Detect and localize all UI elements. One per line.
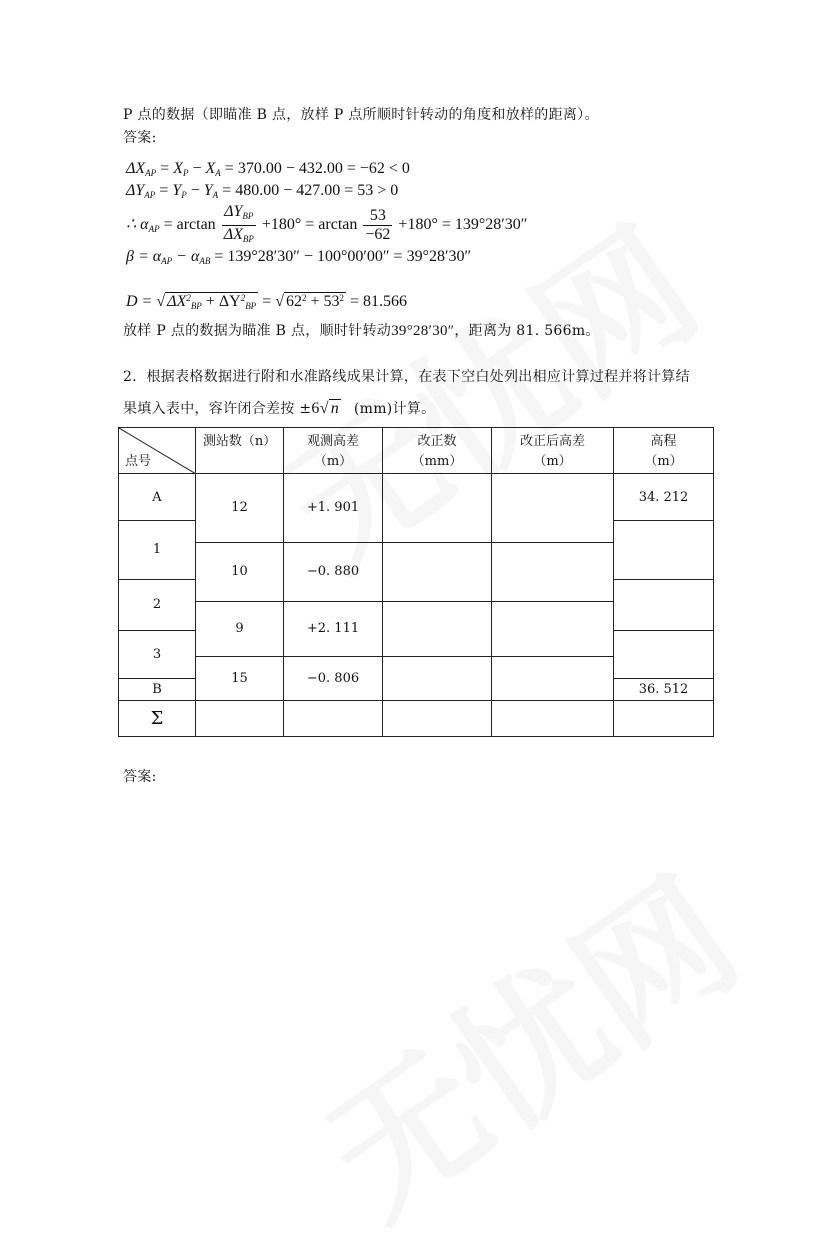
sum-row — [119, 701, 714, 737]
sum-correction — [383, 701, 492, 737]
correction-cell — [383, 474, 492, 543]
stations-cell: 15 — [196, 656, 284, 701]
intro-text: P 点的数据（即瞄准 B 点，放样 P 点所顺时针转动的角度和放样的距离）。 — [123, 107, 599, 123]
elevation-cell — [614, 630, 714, 679]
corrected-diff-cell — [492, 656, 614, 701]
point-cell: 2 — [119, 580, 196, 631]
sum-elevation — [614, 701, 714, 737]
header-observed-diff: 观测高差 （m） — [284, 428, 383, 474]
sum-corrected — [492, 701, 614, 737]
formula-alpha: ∴ $\alpha_{AP} = \arctan$ $\frac{\Delta Y_{BP}}{\Delta X_{BP}}$ +180° = arctan $\frac{53}{-62}$ +180° = 139°28′30″ — [126, 203, 528, 244]
elevation-cell — [614, 520, 714, 580]
elevation-cell — [614, 580, 714, 631]
corner-label: 点号 — [125, 454, 152, 469]
elevation-cell: 34. 212 — [614, 474, 714, 521]
corrected-diff-cell — [492, 542, 614, 602]
table-row — [119, 474, 714, 520]
question2-line2: 果填入表中，容许闭合差按 ±6√ n (mm)计算。 — [123, 400, 436, 417]
sum-label: Σ — [119, 701, 196, 737]
answer2-label: 答案: — [123, 769, 157, 785]
leveling-table — [118, 427, 714, 737]
point-cell: A — [119, 474, 196, 521]
formula-distance: D = √ $\Delta X^2_{BP} + \Delta Y^2_{BP}$ = √ $62^2 + 53^2 = 81.566$ — [126, 293, 408, 311]
stations-cell: 9 — [196, 602, 284, 657]
header-stations: 测站数（n） — [196, 428, 284, 474]
answer-label: 答案: — [123, 130, 157, 146]
observed-diff-cell: −0. 880 — [284, 542, 383, 602]
sum-observed — [284, 701, 383, 737]
result-sentence: 放样 P 点的数据为瞄准 B 点，顺时针转动39°28′30″，距离为 81. 566m。 — [123, 323, 600, 339]
observed-diff-cell: −0. 806 — [284, 656, 383, 701]
watermark-lower — [279, 820, 772, 1255]
header-correction: 改正数 （mm） — [383, 428, 492, 474]
table-header-row — [119, 428, 714, 474]
sum-stations — [196, 701, 284, 737]
correction-cell — [383, 602, 492, 657]
point-cell: 3 — [119, 630, 196, 679]
stations-cell: 10 — [196, 542, 284, 602]
corrected-diff-cell — [492, 474, 614, 543]
formula-delta-x: $\Delta X_{AP} = X_P - X_A = 370.00 - 432.00 = -62 < 0$ — [126, 160, 410, 178]
stations-cell: 12 — [196, 474, 284, 543]
correction-cell — [383, 542, 492, 602]
question2-line1: 2．根据表格数据进行附和水准路线成果计算，在表下空白处列出相应计算过程并将计算结 — [123, 369, 690, 385]
point-cell: B — [119, 679, 196, 701]
point-cell: 1 — [119, 520, 196, 580]
header-elevation: 高程 （m） — [614, 428, 714, 474]
elevation-cell: 36. 512 — [614, 679, 714, 701]
observed-diff-cell: +2. 111 — [284, 602, 383, 657]
formula-delta-y: $\Delta Y_{AP} = Y_P - Y_A = 480.00 - 427.00 = 53 > 0$ — [126, 182, 399, 200]
corner-cell — [119, 428, 196, 474]
header-corrected-diff: 改正后高差 （m） — [492, 428, 614, 474]
formula-beta: $\beta = \alpha_{AP} - \alpha_{AB} = 139^\circ 28'30'' - 100^\circ 00'00'' = 39^\circ 28'30''$ — [126, 248, 472, 266]
observed-diff-cell: +1. 901 — [284, 474, 383, 543]
corrected-diff-cell — [492, 602, 614, 657]
correction-cell — [383, 656, 492, 701]
